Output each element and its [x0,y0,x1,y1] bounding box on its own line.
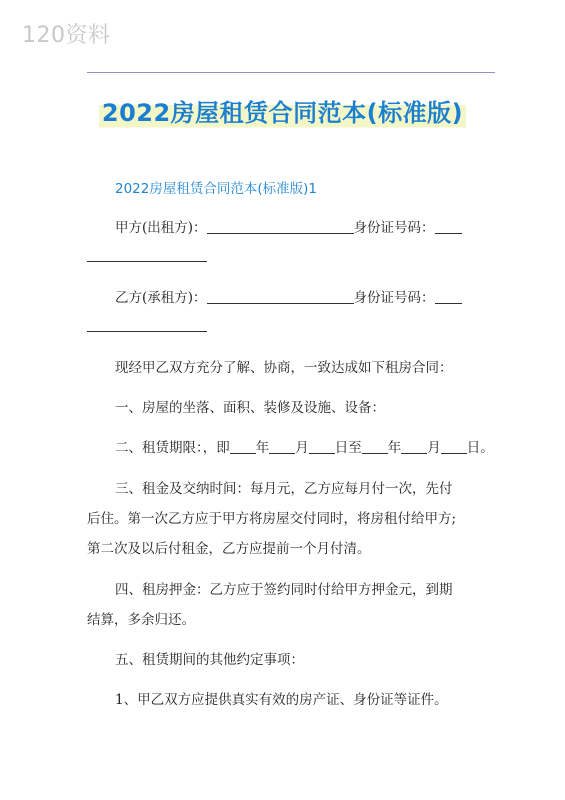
clause-5: 五、租赁期间的其他约定事项： [115,652,304,668]
party-a-id-blank-cont [87,247,207,262]
clause-5-item-1: 1、甲乙双方应提供真实有效的房产证、身份证等证件。 [115,692,448,708]
clause-2-year-2: 年 [387,440,402,456]
header-rule [87,72,495,73]
end-month-blank [401,439,427,454]
clause-2 [115,438,494,458]
party-b-line [115,288,462,308]
party-a-id-blank [435,219,462,234]
party-a-id-continuation [87,246,207,266]
party-a-line [115,218,462,238]
clause-3-line-2: 后住。第一次乙方应于甲方将房屋交付同时，将房租付给甲方; [87,511,457,527]
clause-2-day-2: 日。 [466,440,494,456]
section-subtitle: 2022房屋租赁合同范本(标准版)1 [115,181,317,197]
end-day-blank [441,439,467,454]
clause-1: 一、房屋的坐落、面积、装修及设施、设备： [115,400,385,416]
clause-3-line-1: 三、租金及交纳时间：每月元，乙方应每月付一次，先付 [115,481,453,497]
party-b-id-continuation [87,316,207,336]
clause-2-month-2: 月 [427,440,441,456]
end-year-blank [362,439,388,454]
watermark: 120资料 [22,23,111,48]
clause-2-day-1: 日至 [334,440,362,456]
party-b-label: 乙方(承租方)： [115,290,207,306]
party-a-label: 甲方(出租方)： [115,220,207,236]
document-title-text: 2022房屋租赁合同范本(标准版) [99,97,466,129]
party-b-id-blank-cont [87,317,207,332]
party-b-id-label: 身份证号码： [353,290,435,306]
clause-4-line-1: 四、租房押金：乙方应于签约同时付给甲方押金元，到期 [115,582,453,598]
clause-2-year-1: 年 [255,440,270,456]
document-title [0,93,565,128]
party-b-name-blank [207,289,354,304]
party-a-name-blank [207,219,354,234]
party-a-id-label: 身份证号码： [353,220,435,236]
start-year-blank [230,439,256,454]
intro-paragraph: 现经甲乙双方充分了解、协商，一致达成如下租房合同： [115,360,453,376]
start-day-blank [309,439,335,454]
start-month-blank [269,439,295,454]
clause-3-line-3: 第二次及以后付租金，乙方应提前一个月付清。 [87,541,371,557]
clause-2-prefix: 二、租赁期限：，即 [115,440,230,456]
clause-4-line-2: 结算，多余归还。 [87,612,195,628]
party-b-id-blank [435,289,462,304]
clause-2-month-1: 月 [295,440,309,456]
